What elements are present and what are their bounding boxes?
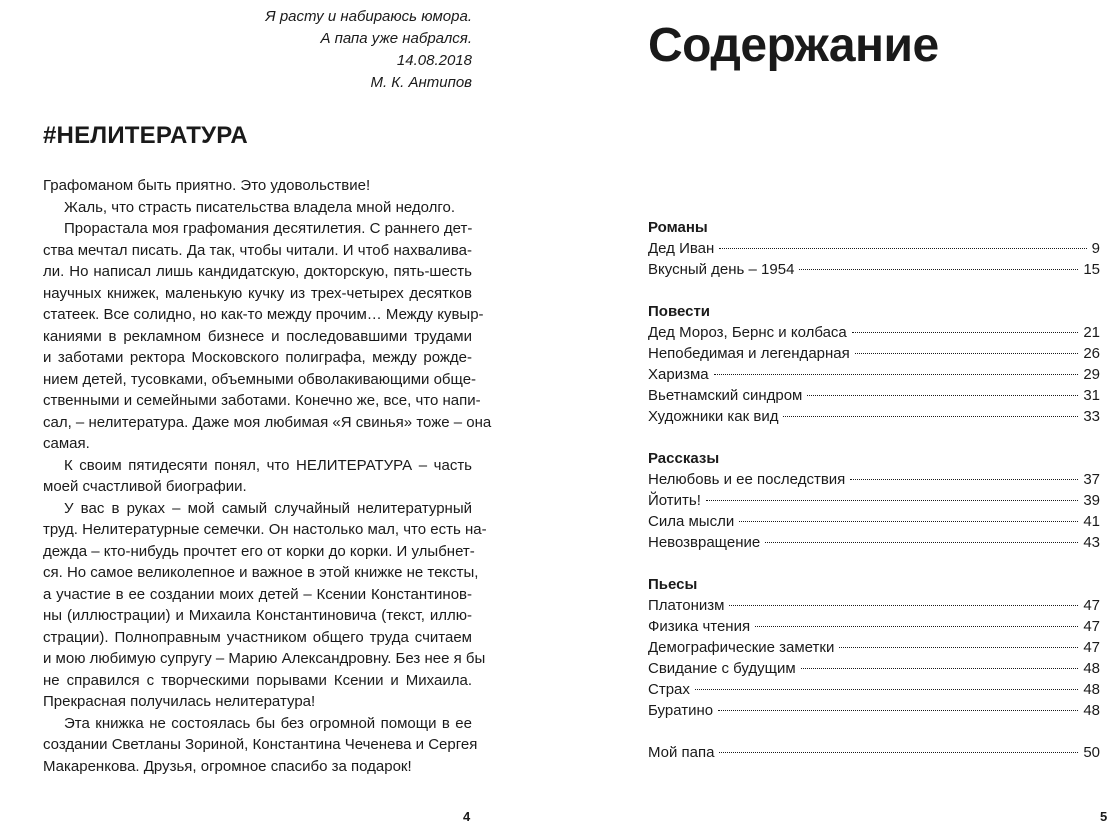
- toc-entry-page: 48: [1083, 702, 1100, 719]
- toc-entry[interactable]: [648, 490, 1100, 511]
- dot-leader: [799, 268, 1078, 270]
- toc-entry-page: 33: [1083, 408, 1100, 425]
- toc-entry[interactable]: [648, 658, 1100, 679]
- toc-entry[interactable]: [648, 595, 1100, 616]
- text-line: К своим пятидесяти понял, что НЕЛИТЕРАТУРА – часть: [64, 456, 472, 474]
- toc-entry-title: Страх: [648, 681, 690, 698]
- paragraph: [43, 218, 492, 455]
- text-line: самая.: [43, 435, 90, 452]
- epigraph-line: А папа уже набрался.: [320, 30, 472, 47]
- toc-entry-title: Дед Иван: [648, 240, 715, 257]
- toc-entry[interactable]: [648, 238, 1100, 259]
- toc-entry[interactable]: [648, 511, 1100, 532]
- toc-section-title: Романы: [648, 219, 708, 236]
- toc-entry-page: 39: [1083, 492, 1100, 509]
- toc-entry[interactable]: [648, 532, 1100, 553]
- text-line: не справился с творческими порывами Ксении и Михаила.: [43, 671, 472, 689]
- toc-entry-title: Дед Мороз, Бернс и колбаса: [648, 324, 847, 341]
- toc-entry-title: Йотить!: [648, 492, 701, 509]
- paragraph: [43, 455, 472, 498]
- toc-entry[interactable]: [648, 700, 1100, 721]
- toc-entry-title: Платонизм: [648, 597, 725, 614]
- toc-entry[interactable]: [648, 385, 1100, 406]
- dot-leader: [755, 625, 1078, 627]
- text-line: каниями в рекламном бизнесе и последовавшими трудами: [43, 327, 472, 345]
- toc-entry[interactable]: [648, 637, 1100, 658]
- text-line: создании Светланы Зориной, Константина Чеченева и Сергея: [43, 736, 478, 753]
- epigraph-author: М. К. Антипов: [370, 74, 472, 91]
- text-line: Прекрасная получилась нелитература!: [43, 693, 316, 710]
- toc-entry-page: 21: [1083, 324, 1100, 341]
- toc-entry-title: Невозвращение: [648, 534, 761, 551]
- dot-leader: [850, 478, 1078, 480]
- text-line: Графоманом быть приятно. Это удовольствие!: [43, 177, 371, 194]
- toc-entry[interactable]: [648, 343, 1100, 364]
- toc-entry-page: 50: [1083, 744, 1100, 761]
- toc-entry[interactable]: [648, 364, 1100, 385]
- toc-entry-title: Физика чтения: [648, 618, 751, 635]
- toc-spacer: [648, 721, 1100, 742]
- toc-entry-page: 47: [1083, 618, 1100, 635]
- dot-leader: [783, 415, 1078, 417]
- toc-entry-title: Сила мысли: [648, 513, 735, 530]
- dot-leader: [739, 520, 1078, 522]
- toc-section-title: Повести: [648, 303, 711, 320]
- dot-leader: [706, 499, 1078, 501]
- toc-entry[interactable]: [648, 742, 1100, 763]
- text-line: дежда – кто-нибудь прочтет его от корки до корки. И улыбнет-: [43, 542, 475, 560]
- toc-entry-page: 26: [1083, 345, 1100, 362]
- chapter-heading: #НЕЛИТЕРАТУРА: [43, 122, 248, 149]
- text-line: У вас в руках – мой самый случайный нелитературный: [64, 499, 472, 517]
- toc-entry-page: 29: [1083, 366, 1100, 383]
- text-line: и мою любимую супругу – Марию Александровну. Без нее я бы: [43, 650, 486, 667]
- toc-entry-title: Вьетнамский синдром: [648, 387, 803, 404]
- toc-title: Содержание: [648, 19, 939, 72]
- table-of-contents: [648, 217, 1100, 763]
- text-line: ли. Но написал лишь кандидатскую, докторскую, пять-шесть: [43, 263, 472, 280]
- dot-leader: [855, 352, 1079, 354]
- toc-entry-title: Свидание с будущим: [648, 660, 796, 677]
- text-line: страции). Полноправным участником общего труда считаем: [43, 628, 472, 646]
- toc-entry-title: Вкусный день – 1954: [648, 261, 795, 278]
- page-number-left: 4: [463, 809, 471, 824]
- epigraph: [265, 6, 472, 94]
- toc-entry-page: 37: [1083, 471, 1100, 488]
- dot-leader: [765, 541, 1078, 543]
- text-line: ства мечтал писать. Да так, чтобы читали. И чтоб нахвалива-: [43, 241, 472, 259]
- text-line: Жаль, что страсть писательства владела мной недолго.: [64, 198, 456, 216]
- toc-entry-page: 47: [1083, 639, 1100, 656]
- text-line: нием детей, тусовками, объемными обволакивающими обще-: [43, 370, 477, 388]
- toc-entry-page: 48: [1083, 681, 1100, 698]
- toc-entry-page: 15: [1083, 261, 1100, 278]
- toc-entry[interactable]: [648, 469, 1100, 490]
- paragraph: [43, 197, 472, 219]
- toc-entry-title: Буратино: [648, 702, 714, 719]
- text-line: а участие в ее создании моих детей – Ксении Константинов-: [43, 585, 472, 603]
- dot-leader: [719, 247, 1086, 249]
- body-text: [43, 175, 492, 777]
- toc-entry-title: Харизма: [648, 366, 709, 383]
- text-line: Эта книжка не состоялась бы без огромной помощи в ее: [64, 714, 472, 732]
- text-line: Макаренкова. Друзья, огромное спасибо за подарок!: [43, 757, 412, 775]
- toc-entry-title: Демографические заметки: [648, 639, 835, 656]
- dot-leader: [839, 646, 1078, 648]
- toc-entry-title: Художники как вид: [648, 408, 779, 425]
- paragraph: [43, 713, 478, 778]
- text-line: и заботами ректора Московского полиграфа, между рожде-: [43, 349, 472, 366]
- dot-leader: [807, 394, 1078, 396]
- toc-entry[interactable]: [648, 259, 1100, 280]
- toc-section-title: Пьесы: [648, 576, 698, 593]
- toc-entry[interactable]: [648, 616, 1100, 637]
- text-line: научных книжек, маленькую кучку из трех-четырех десятков: [43, 284, 472, 302]
- right-page: [560, 0, 1119, 832]
- text-line: Прорастала моя графомания десятилетия. С раннего дет-: [64, 220, 473, 237]
- page-number-right: 5: [1100, 809, 1108, 824]
- toc-entry-title: Мой папа: [648, 744, 715, 761]
- toc-entry[interactable]: [648, 406, 1100, 427]
- toc-entry-title: Непобедимая и легендарная: [648, 345, 850, 362]
- text-line: моей счастливой биографии.: [43, 478, 247, 495]
- toc-section-title: Рассказы: [648, 450, 720, 467]
- toc-entry[interactable]: [648, 322, 1100, 343]
- dot-leader: [801, 667, 1079, 669]
- toc-entry-page: 9: [1091, 240, 1100, 257]
- toc-entry-page: 48: [1083, 660, 1100, 677]
- dot-leader: [729, 604, 1078, 606]
- dot-leader: [852, 331, 1079, 333]
- paragraph: [43, 175, 472, 197]
- text-line: ны (иллюстрации) и Михаила Константиновича (текст, иллю-: [43, 607, 472, 624]
- toc-entry-page: 47: [1083, 597, 1100, 614]
- text-line: ся. Но самое великолепное и важное в этой книжке не тексты,: [43, 564, 479, 581]
- text-line: ственными и семейными заботами. Конечно же, все, что напи-: [43, 392, 481, 409]
- dot-leader: [695, 688, 1078, 690]
- toc-entry-page: 41: [1083, 513, 1100, 530]
- epigraph-date: 14.08.2018: [396, 52, 472, 69]
- text-line: статеек. Все солидно, но как-то между прочим… Между кувыр-: [43, 306, 484, 323]
- epigraph-line: Я расту и набираюсь юмора.: [265, 8, 472, 25]
- text-line: труд. Нелитературные семечки. Он настолько мал, что есть на-: [43, 521, 487, 538]
- dot-leader: [714, 373, 1079, 375]
- text-line: сал, – нелитература. Даже моя любимая «Я свинья» тоже – она: [43, 413, 492, 431]
- toc-entry[interactable]: [648, 679, 1100, 700]
- toc-entry-page: 31: [1083, 387, 1100, 404]
- dot-leader: [718, 709, 1078, 711]
- paragraph: [43, 498, 487, 713]
- toc-entry-page: 43: [1083, 534, 1100, 551]
- dot-leader: [719, 751, 1078, 753]
- toc-entry-title: Нелюбовь и ее последствия: [648, 471, 846, 488]
